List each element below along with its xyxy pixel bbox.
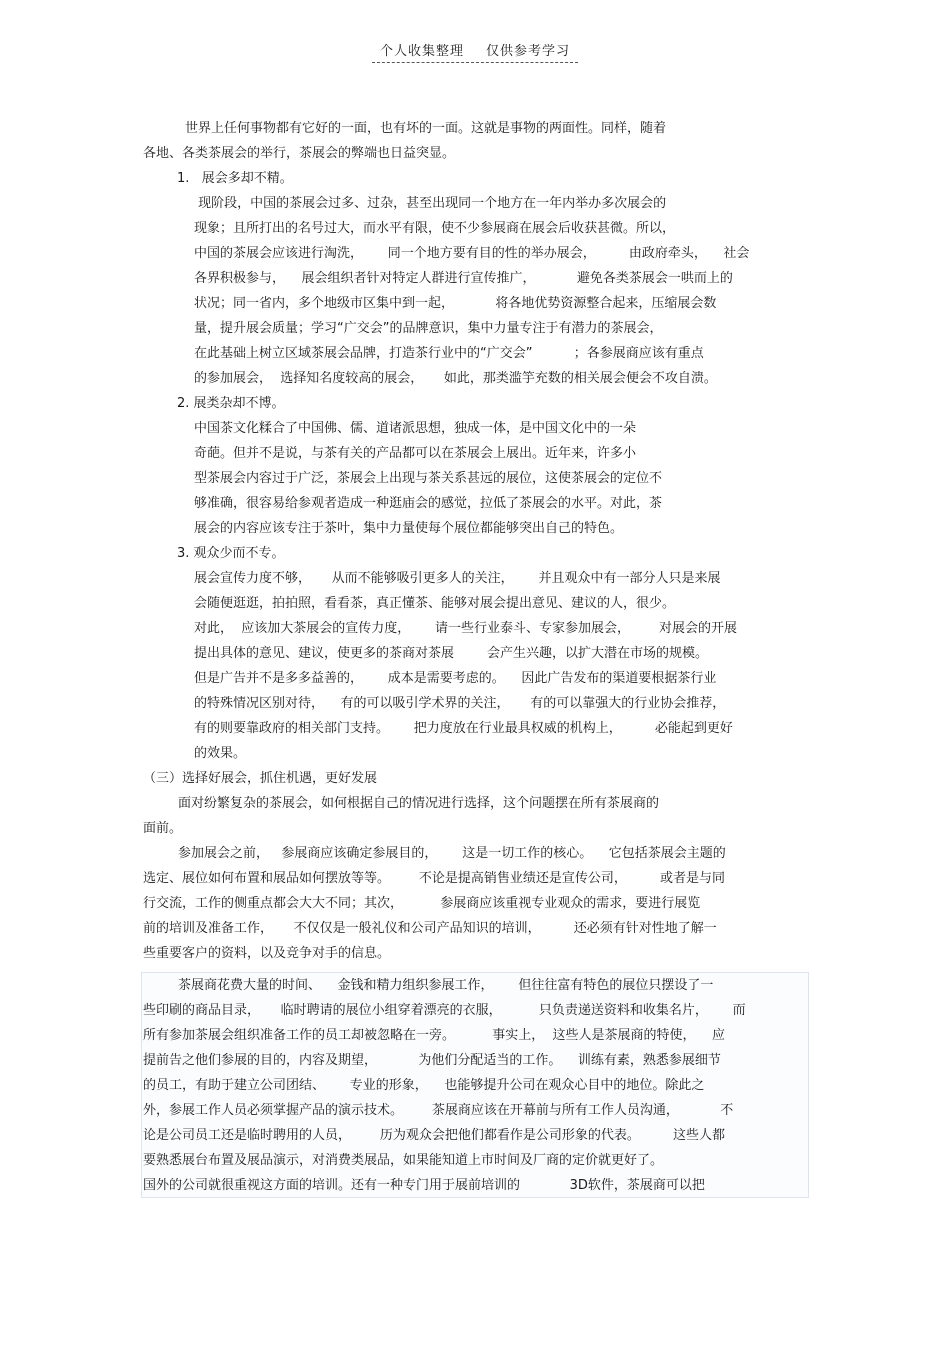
section-1-line: 状况；同一省内，多个地级市区集中到一起， 将各地优势资源整合起来，压缩展会数 <box>194 296 717 311</box>
section-3-line: 的特殊情况区别对待， 有的可以吸引学术界的关注， 有的可以靠强大的行业协会推荐， <box>194 696 726 711</box>
section-4-line: 行交流，工作的侧重点都会大大不同；其次， 参展商应该重视专业观众的需求，要进行展览 <box>143 896 701 911</box>
boxed-paragraph-line: 所有参加茶展会组织准备工作的员工却被忽略在一旁。 事实上， 这些人是茶展商的特使， 应 <box>143 1028 725 1043</box>
section-1-title: 1. 展会多却不精。 <box>177 171 293 186</box>
section-4-line: 选定、展位如何布置和展品如何摆放等等。 不论是提高销售业绩还是宣传公司， 或者是与同 <box>143 871 725 886</box>
section-3-line: 但是广告并不是多多益善的， 成本是需要考虑的。 因此广告发布的渠道要根据茶行业 <box>194 671 717 686</box>
section-1-line: 的参加展会， 选择知名度较高的展会， 如此，那类滥竽充数的相关展会便会不攻自溃。 <box>194 371 717 386</box>
section-2-line: 奇葩。但并不是说，与茶有关的产品都可以在茶展会上展出。近年来，许多小 <box>194 446 637 461</box>
boxed-paragraph-line: 论是公司员工还是临时聘用的人员， 历为观众会把他们都看作是公司形象的代表。 这些人都 <box>143 1128 725 1143</box>
section-2-line: 中国茶文化糅合了中国佛、儒、道诸派思想，独成一体，是中国文化中的一朵 <box>194 421 637 436</box>
intro-line: 世界上任何事物都有它好的一面，也有坏的一面。这就是事物的两面性。同样，随着 <box>185 121 667 136</box>
section-1-line: 量，提升展会质量；学习“广交会”的品牌意识，集中力量专注于有潜力的茶展会， <box>194 321 663 336</box>
boxed-paragraph-line: 提前告之他们参展的目的，内容及期望， 为他们分配适当的工作。 训练有素，熟悉参展细节 <box>143 1053 721 1068</box>
section-4-line: 参加展会之前， 参展商应该确定参展目的， 这是一切工作的核心。 它包括茶展会主题的 <box>178 846 726 861</box>
section-4-line: 面前。 <box>143 821 183 836</box>
section-2-line: 够准确，很容易给参观者造成一种逛庙会的感觉，拉低了茶展会的水平。对此，茶 <box>194 496 663 511</box>
section-1-line: 现阶段，中国的茶展会过多、过杂，甚至出现同一个地方在一年内举办多次展会的 <box>194 196 667 211</box>
header-right-text: 仅供参考学习 <box>486 44 571 59</box>
section-4-line: 些重要客户的资料，以及竞争对手的信息。 <box>143 946 391 961</box>
section-3-line: 的效果。 <box>194 746 247 761</box>
boxed-paragraph-line: 的员工，有助于建立公司团结、 专业的形象， 也能够提升公司在观众心目中的地位。除此之 <box>143 1078 705 1093</box>
page-header <box>0 40 950 63</box>
section-3-title: 3. 观众少而不专。 <box>177 546 285 561</box>
boxed-paragraph-line: 国外的公司就很重视这方面的培训。还有一种专门用于展前培训的 3D软件，茶展商可以把 <box>143 1178 705 1193</box>
section-1-line: 各界积极参与， 展会组织者针对特定人群进行宣传推广， 避免各类茶展会一哄而上的 <box>194 271 733 286</box>
boxed-paragraph-line: 茶展商花费大量的时间、 金钱和精力组织参展工作， 但往往富有特色的展位只摆设了一 <box>178 978 714 993</box>
section-4-line: 前的培训及准备工作， 不仅仅是一般礼仪和公司产品知识的培训， 还必须有针对性地了解一 <box>143 921 717 936</box>
section-2-line: 展会的内容应该专注于茶叶，集中力量使每个展位都能够突出自己的特色。 <box>194 521 624 536</box>
section-3-line: 会随便逛逛，拍拍照，看看茶，真正懂茶、能够对展会提出意见、建议的人，很少。 <box>194 596 676 611</box>
section-4-title: （三）选择好展会，抓住机遇，更好发展 <box>143 771 378 786</box>
section-3-line: 展会宣传力度不够， 从而不能够吸引更多人的关注， 并且观众中有一部分人只是来展 <box>194 571 721 586</box>
section-4-line: 面对纷繁复杂的茶展会，如何根据自己的情况进行选择，这个问题摆在所有茶展商的 <box>178 796 660 811</box>
boxed-paragraph-line: 外，参展工作人员必须掌握产品的演示技术。 茶展商应该在开幕前与所有工作人员沟通， 不 <box>143 1103 734 1118</box>
boxed-paragraph-line: 些印刷的商品目录， 临时聘请的展位小组穿着漂亮的衣服， 只负责递送资料和收集名片， 而 <box>143 1003 746 1018</box>
section-3-line: 对此， 应该加大茶展会的宣传力度， 请一些行业泰斗、专家参加展会， 对展会的开展 <box>194 621 737 636</box>
section-3-line: 有的则要靠政府的相关部门支持。 把力度放在行业最具权威的机构上， 必能起到更好 <box>194 721 733 736</box>
section-1-line: 现象；且所打出的名号过大，而水平有限，使不少参展商在展会后收获甚微。所以， <box>194 221 676 236</box>
section-1-line: 在此基础上树立区域茶展会品牌，打造茶行业中的“广交会” ；各参展商应该有重点 <box>194 346 704 361</box>
header-label <box>372 40 578 63</box>
section-3-line: 提出具体的意见、建议，使更多的茶商对茶展 会产生兴趣，以扩大潜在市场的规模。 <box>194 646 709 661</box>
intro-line: 各地、各类茶展会的举行，茶展会的弊端也日益突显。 <box>143 146 456 161</box>
section-2-line: 型茶展会内容过于广泛，茶展会上出现与茶关系甚远的展位，这使茶展会的定位不 <box>194 471 663 486</box>
boxed-paragraph-line: 要熟悉展台布置及展品演示，对消费类展品，如果能知道上市时间及厂商的定价就更好了。 <box>143 1153 664 1168</box>
section-2-title: 2. 展类杂却不博。 <box>177 396 285 411</box>
header-left-text: 个人收集整理 <box>379 44 464 59</box>
section-1-line: 中国的茶展会应该进行淘洗， 同一个地方要有目的性的举办展会， 由政府牵头， 社会 <box>194 246 750 261</box>
